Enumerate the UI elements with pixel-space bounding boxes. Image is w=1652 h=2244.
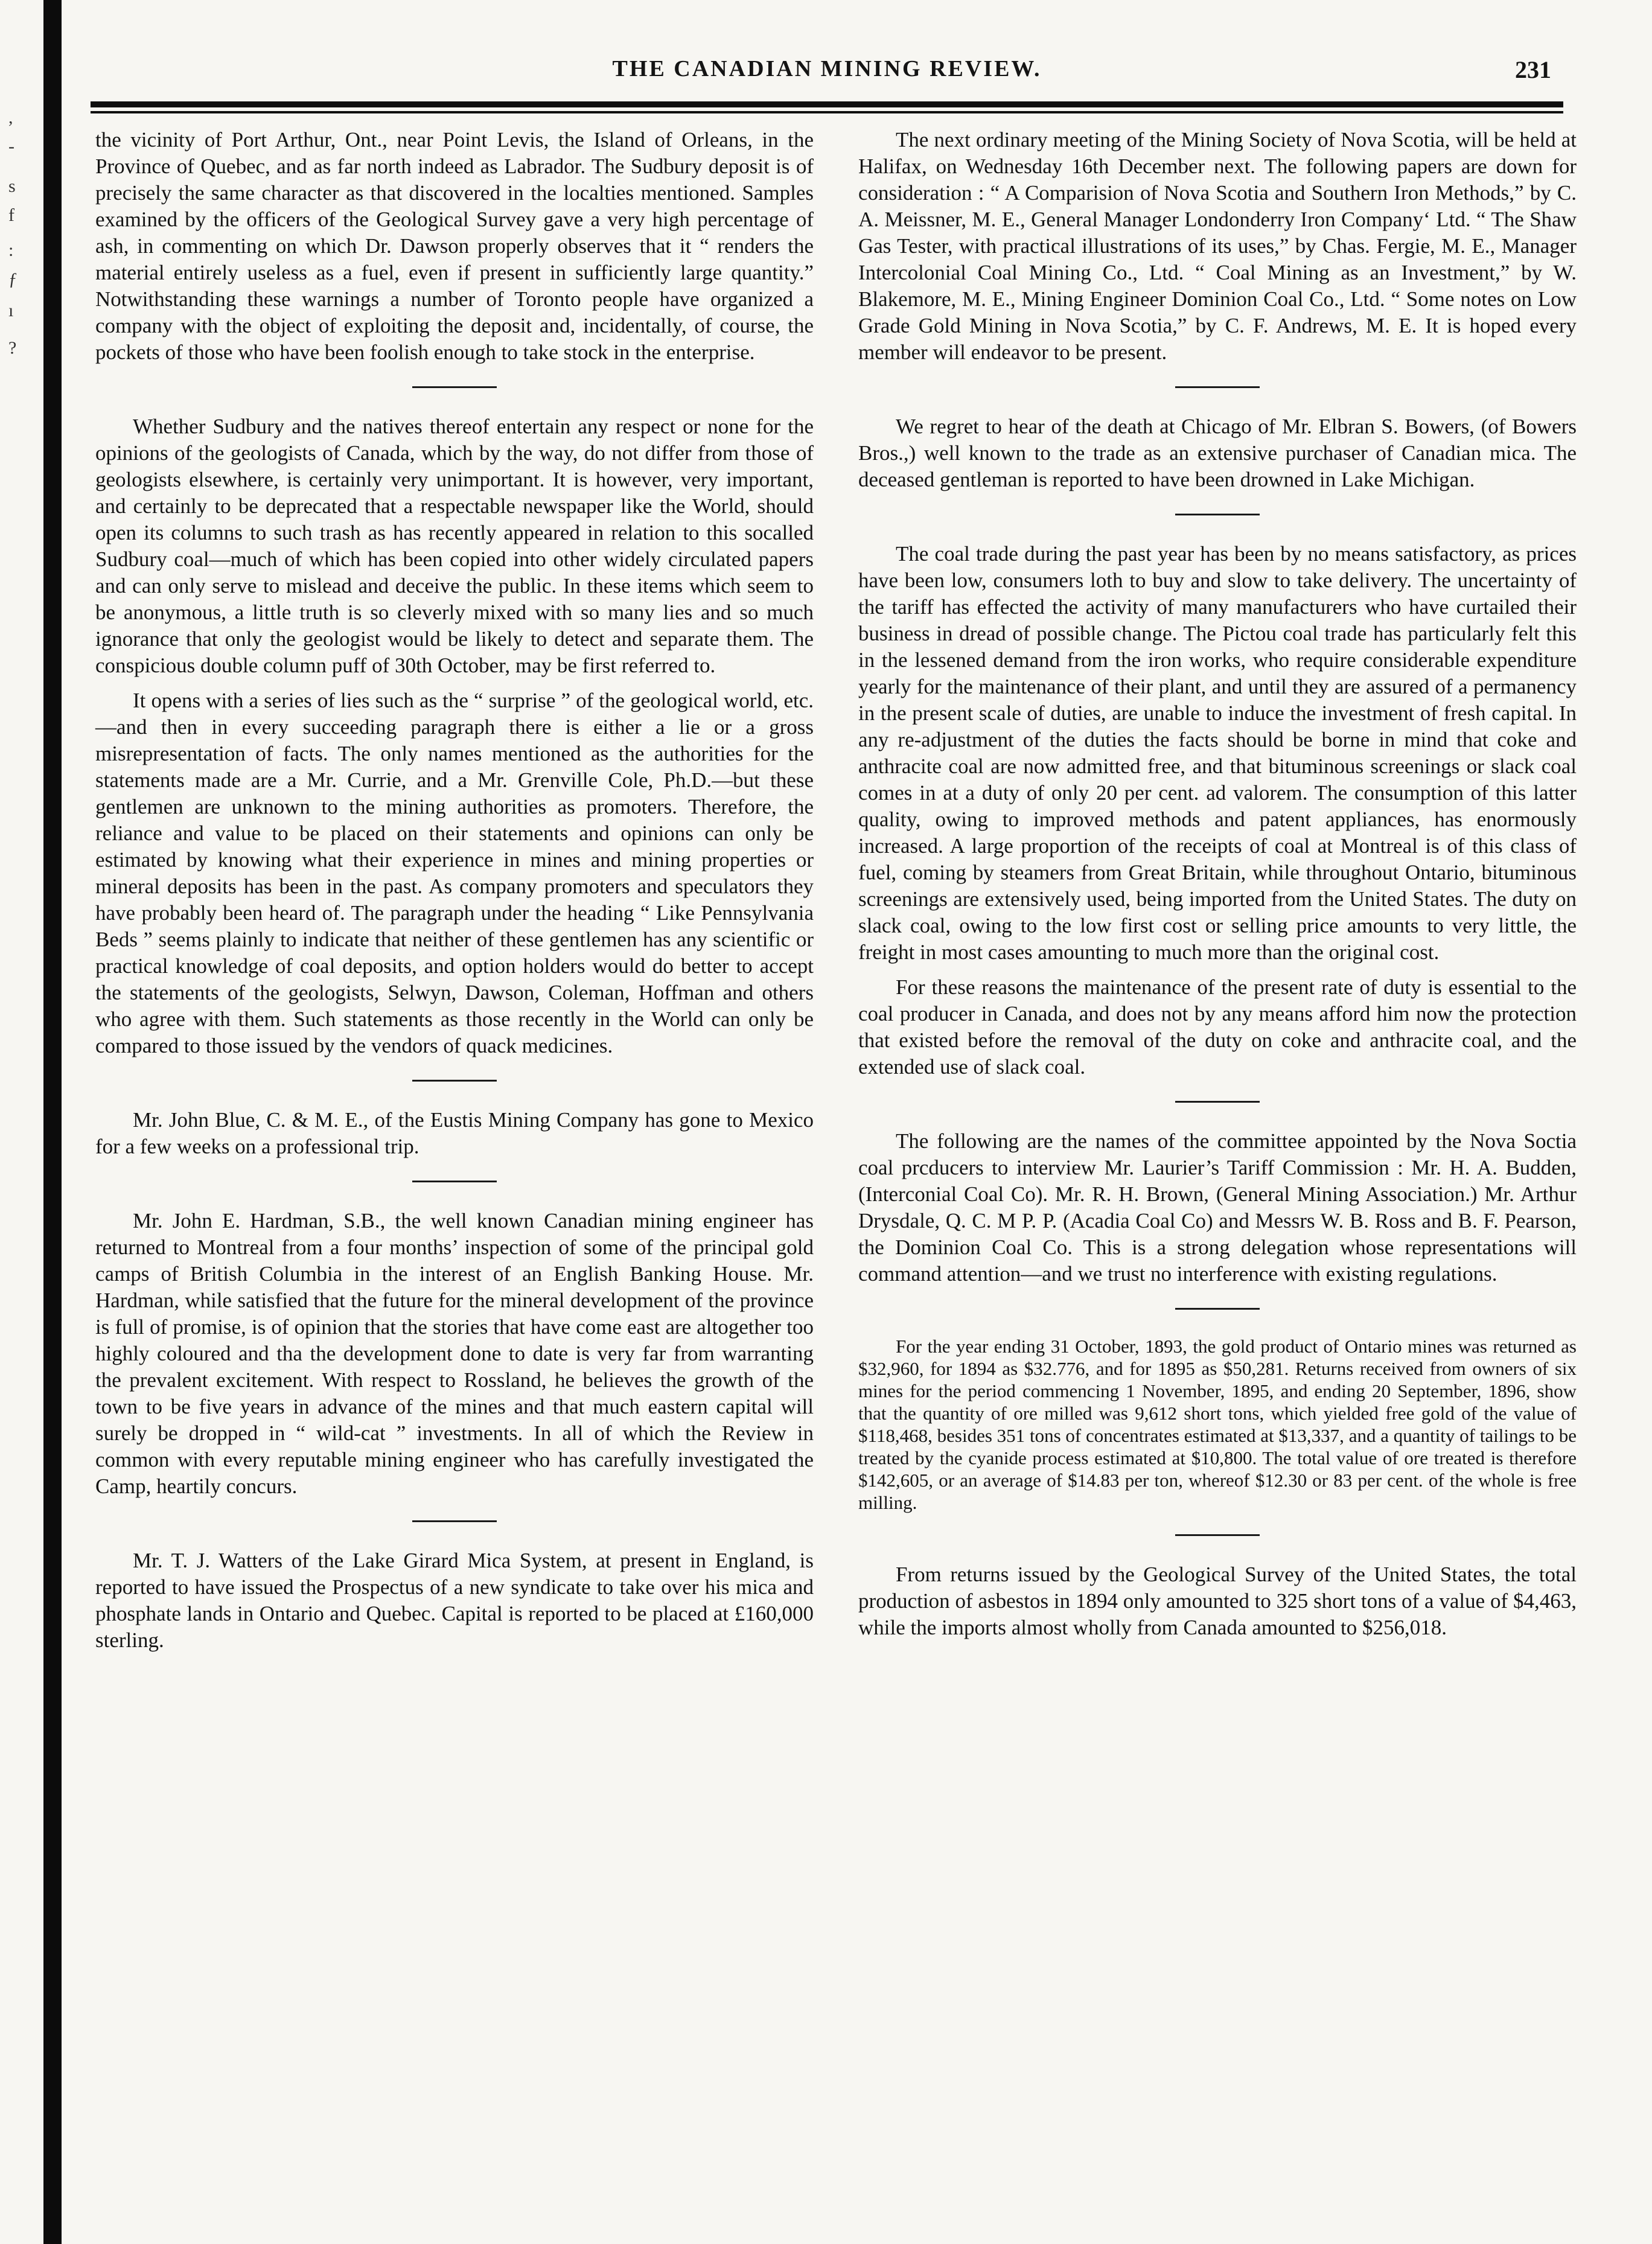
section-separator <box>412 1080 497 1082</box>
header-rule-thin <box>91 111 1563 113</box>
margin-mark: - <box>8 136 14 156</box>
margin-mark: : <box>8 240 14 260</box>
section-separator <box>1175 514 1260 515</box>
page-number: 231 <box>1515 56 1551 83</box>
paragraph-sudbury-geologists: Whether Sudbury and the natives thereof entertain any respect or none for the opinions of the geologists of Canada, which by the way, do not differ from those of geologists elsewhere, is certainly very unimportant. It is however, very important, and certainly to be deprecated that a respectable newspaper like the World, should open its columns to such trash as has recently appeared in relation to this socalled Sudbury coal—much of which has been copied into other widely circulated papers and can only serve to mislead and deceive the public. In these items which seem to be anonymous, a little truth is so cleverly mixed with so many lies and so much ignorance that only the geologist would be likely to detect and separate them. The conspicious double column puff of 30th October, may be first referred to. <box>95 415 814 677</box>
binding-edge <box>43 0 62 2244</box>
paragraph-committee-names: The following are the names of the committee appointed by the Nova Soctia coal prcducers to interview Mr. Laurier’s Tariff Commission : Mr. H. A. Budden, (Interconial Coal Co). Mr. R. H. Brown, (General Mining Association.) Mr. Arthur Drysdale, Q. C. M P. P. (Acadia Coal Co) and Messrs W. B. Ross and B. F. Pearson, the Dominion Coal Co. This is a strong delegation whose representations will command attention—and we trust no interference with existing regulations. <box>858 1129 1577 1286</box>
paragraph-hardman: Mr. John E. Hardman, S.B., the well known Canadian mining engineer has returned to Montreal from a four months’ inspection of some of the principal gold camps of British Columbia in the interest of an English Banking House. Mr. Hardman, while satisfied that the future for the mineral development of the province is full of promise, is of opinion that the stories that have come east are altogether too highly coloured and tha the development done to date is very far from warranting the prevalent excitement. With respect to Rossland, he believes the growth of the town to be five years in advance of the mines and that much eastern capital will surely be dropped in “ wild-cat ” investments. In all of which the Review in common with every reputable mining engineer who has carefully investigated the Camp, heartily concurs. <box>95 1209 814 1498</box>
margin-mark: ƒ <box>8 269 18 289</box>
section-separator <box>412 1520 497 1522</box>
paragraph-series-of-lies: It opens with a series of lies such as the “ surprise ” of the geological world, etc.—and then in every succeeding paragraph there is either a lie or a gross misrepresentation of facts. The only names mentioned as the authorities for the statements made are a Mr. Currie, and a Mr. Grenville Cole, Ph.D.—but these gentlemen are unknown to the mining authorities as promoters. Therefore, the reliance and value to be placed on their statements and opinions can only be estimated by knowing what their experience in mines and mining properties or mineral deposits has been in the past. As company promoters and speculators they have probably been heard of. The paragraph under the heading “ Like Pennsylvania Beds ” seems plainly to indicate that neither of these gentlemen has any scientific or practical knowledge of coal deposits, and option holders would do better to accept the statements of the geologists, Selwyn, Dawson, Coleman, Hoffman and others who agree with them. Such statements as those recently in the World can only be compared to those issued by the vendors of quack medicines. <box>95 689 814 1057</box>
margin-mark: s <box>8 176 16 196</box>
paragraph-duty-reasons: For these reasons the maintenance of the present rate of duty is essential to the coal producer in Canada, and does not by any means afford him now the protection that existed before the removal of the duty on coke and anthracite coal, and the extended use of slack coal. <box>858 975 1577 1079</box>
section-separator <box>1175 386 1260 388</box>
paragraph-coal-trade: The coal trade during the past year has been by no means satisfactory, as prices have been low, consumers loth to buy and slow to take delivery. The uncertainty of the tariff has effected the activity of many manufacturers who have curtailed their business in dread of possible change. The Pictou coal trade has particularly felt this in the lessened demand from the iron works, who require considerable expenditure yearly for the maintenance of their plant, and until they are assured of a permanency in the present scale of duties, are unable to induce the investment of fresh capital. In any re-adjustment of the duties the facts should be borne in mind that coke and anthracite coal are now admitted free, and that bituminous screenings or slack coal comes in at a duty of only 20 per cent. ad valorem. The consumption of this latter quality, owing to improved methods and patent appliances, has enormously increased. A large proportion of the receipts of coal at Montreal is of this class of fuel, coming by steamers from Great Britain, while throughout Ontario, bituminous screenings are extensively used, being imported from the United States. The duty on slack coal, owing to the low first cost or selling price amounts to very little, the freight in most cases amounting to much more than the original cost. <box>858 542 1577 964</box>
paragraph-watters: Mr. T. J. Watters of the Lake Girard Mica System, at present in England, is reported to have issued the Prospectus of a new syndicate to take over his mica and phosphate lands in Ontario and Quebec. Capital is reported to be placed at £160,000 sterling. <box>95 1549 814 1652</box>
margin-mark: ? <box>8 338 17 358</box>
margin-mark: ı <box>8 301 14 320</box>
section-separator <box>412 386 497 388</box>
paragraph-john-blue: Mr. John Blue, C. & M. E., of the Eustis Mining Company has gone to Mexico for a few weeks on a professional trip. <box>95 1108 814 1158</box>
section-separator <box>1175 1534 1260 1536</box>
running-head: THE CANADIAN MINING REVIEW. <box>612 56 1042 81</box>
section-separator <box>412 1181 497 1182</box>
left-column <box>95 127 814 1662</box>
paragraph-port-arthur: the vicinity of Port Arthur, Ont., near Point Levis, the Island of Orleans, in the Province of Quebec, and as far north indeed as Labrador. The Sudbury deposit is of precisely the same character as that discovered in the localties mentioned. Samples examined by the officers of the Geological Survey gave a very high percentage of ash, in commenting on which Dr. Dawson properly observes that it “ renders the material entirely useless as a fuel, even if present in sufficiently large quantity.” Notwithstanding these warnings a number of Toronto people have organized a company with the object of exploiting the deposit and, incidentally, of course, the pockets of those who have been foolish enough to take stock in the enterprise. <box>95 128 814 364</box>
margin-mark: f <box>8 205 14 225</box>
section-separator <box>1175 1308 1260 1310</box>
section-separator <box>1175 1101 1260 1103</box>
paragraph-bowers-obituary: We regret to hear of the death at Chicago of Mr. Elbran S. Bowers, (of Bowers Bros.,) well known to the trade as an extensive purchaser of Canadian mica. The deceased gentleman is reported to have been drowned in Lake Michigan. <box>858 415 1577 491</box>
header-rule-thick <box>91 101 1563 107</box>
paragraph-mining-society-meeting: The next ordinary meeting of the Mining Society of Nova Scotia, will be held at Halifax, on Wednesday 16th December next. The following papers are down for consideration : “ A Comparision of Nova Scotia and Southern Iron Methods,” by C. A. Meissner, M. E., General Manager Londonderry Iron Company‘ Ltd. “ The Shaw Gas Tester, with practical illustrations of its uses,” by Chas. Fergie, M. E., Manager Intercolonial Coal Mining Co., Ltd. “ Coal Mining as an Investment,” by W. Blakemore, M. E., Mining Engineer Dominion Coal Co., Ltd. “ Some notes on Low Grade Gold Mining in Nova Scotia,” by C. F. Andrews, M. E. It is hoped every member will endeavor to be present. <box>858 128 1577 364</box>
margin-marks <box>0 0 36 604</box>
right-column <box>858 127 1577 1650</box>
page-header <box>91 56 1563 92</box>
paragraph-asbestos: From returns issued by the Geological Survey of the United States, the total production of asbestos in 1894 only amounted to 325 short tons of a value of $4,463, while the imports almost wholly from Canada amounted to $256,018. <box>858 1563 1577 1639</box>
paragraph-ontario-gold: For the year ending 31 October, 1893, the gold product of Ontario mines was returned as $32,960, for 1894 as $32.776, and for 1895 as $50,281. Returns received from owners of six mines for the period commencing 1 November, 1895, and ending 20 September, 1896, show that the quantity of ore milled was 9,612 short tons, which yielded free gold of the value of $118,468, besides 351 tons of concentrates estimated at $13,337, and a quantity of tailings to be treated by the cyanide process estimated at $10,800. The total value of ore treated is therefore $142,605, or an average of $14.83 per ton, whereof $12.30 or 83 per cent. of the whole is free milling. <box>858 1336 1577 1513</box>
margin-mark: , <box>8 107 13 127</box>
